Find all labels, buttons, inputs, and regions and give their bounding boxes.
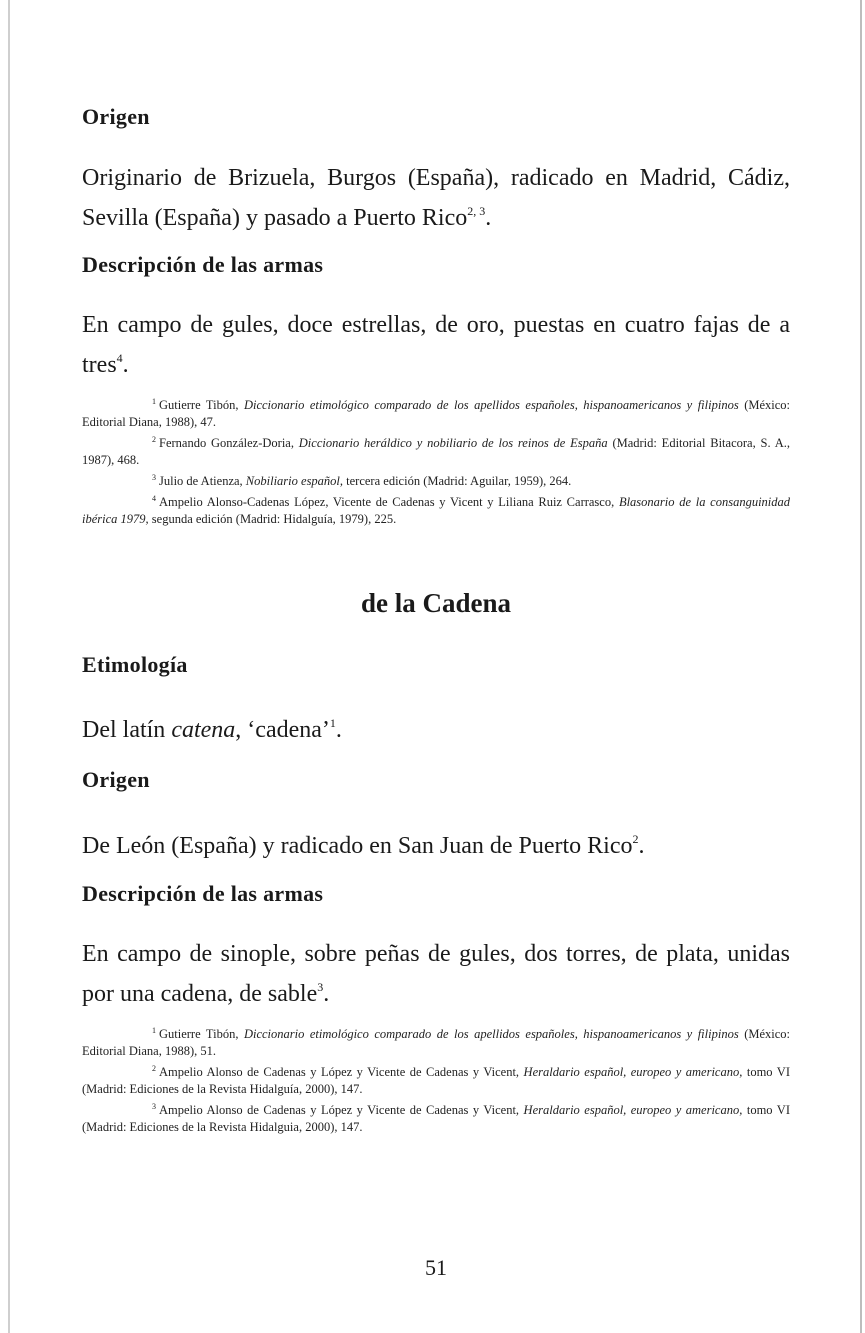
armas-paragraph-2: En campo de sinople, sobre peñas de gules, dos torres, de plata, unidas por una cadena, de sable$^3$. [82, 941, 790, 1007]
footnote: $^3$ Ampelio Alonso de Cadenas y López y Vicente de Cadenas y Vicent, Heraldario español, europeo y americano, tomo VI (Madrid: Ediciones de la Revista Hidalguia, 2000), 147. [82, 1102, 790, 1134]
footnotes-section2 [82, 1022, 790, 1136]
origen-heading: Origen [82, 104, 150, 129]
footnote-ref: 2 [632, 832, 639, 846]
armas-paragraph: En campo de gules, doce estrellas, de oro, puestas en cuatro fajas de a tres$^4$. [82, 312, 790, 378]
footnote: $^1$ Gutierre Tibón, Diccionario etimológico comparado de los apellidos españoles, hispanoamericanos y filipinos (México: Editorial Diana, 1988), 51. [82, 1026, 791, 1058]
origen-paragraph-2: De León (España) y radicado en San Juan de Puerto Rico$^2$. [82, 832, 645, 859]
footnote-ref: 3 [317, 980, 324, 994]
footnote-ref: 1 [329, 716, 336, 730]
etimologia-word: catena [171, 717, 236, 743]
footnote: $^1$ Gutierre Tibón, Diccionario etimológico comparado de los apellidos españoles, hispanoamericanos y filipinos (México: Editorial Diana, 1988), 47. [82, 397, 791, 429]
footnote: $^2$ Ampelio Alonso de Cadenas y López y Vicente de Cadenas y Vicent, Heraldario español, europeo y americano, tomo VI (Madrid: Ediciones de la Revista Hidalguía, 2000), 147. [82, 1064, 790, 1096]
footnote: $^2$ Fernando González-Doria, Diccionario heráldico y nobiliario de los reinos de España (Madrid: Editorial Bitacora, S. A., 1987), 468. [82, 435, 790, 467]
origen-text: Originario de Brizuela, Burgos (España), radicado en Madrid, Cádiz, Sevilla (España) y pasado a Puerto Rico [82, 165, 790, 231]
etimologia-paragraph: Del latín catena, ‘cadena’$^1$. [82, 716, 342, 743]
etimologia-heading: Etimología [82, 652, 188, 677]
page-number: 51 [425, 1255, 447, 1280]
origen-paragraph: Originario de Brizuela, Burgos (España), radicado en Madrid, Cádiz, Sevilla (España) y pasado a Puerto Rico$^{2, 3}$. [82, 165, 790, 231]
footnote: $^3$ Julio de Atienza, Nobiliario español, tercera edición (Madrid: Aguilar, 1959), 264. [152, 473, 572, 488]
page-edge-left [8, 0, 10, 1333]
armas-heading: Descripción de las armas [82, 252, 324, 277]
footnote: $^4$ Ampelio Alonso-Cadenas López, Vicente de Cadenas y Vicent y Liliana Ruiz Carrasco, Blasonario de la consanguinidad ibérica 1979, segunda edición (Madrid: Hidalguía, 1979), 225. [82, 494, 791, 526]
origen-heading-2: Origen [82, 767, 150, 792]
armas-heading-2: Descripción de las armas [82, 881, 324, 906]
footnotes-section1 [82, 393, 790, 528]
page-edge-right [860, 0, 862, 1333]
surname-title: de la Cadena [360, 588, 512, 618]
footnote-ref: 4 [116, 351, 123, 365]
armas-text: En campo de gules, doce estrellas, de oro, puestas en cuatro fajas de a tres [82, 312, 790, 378]
footnote-ref: 2, 3 [467, 204, 486, 218]
